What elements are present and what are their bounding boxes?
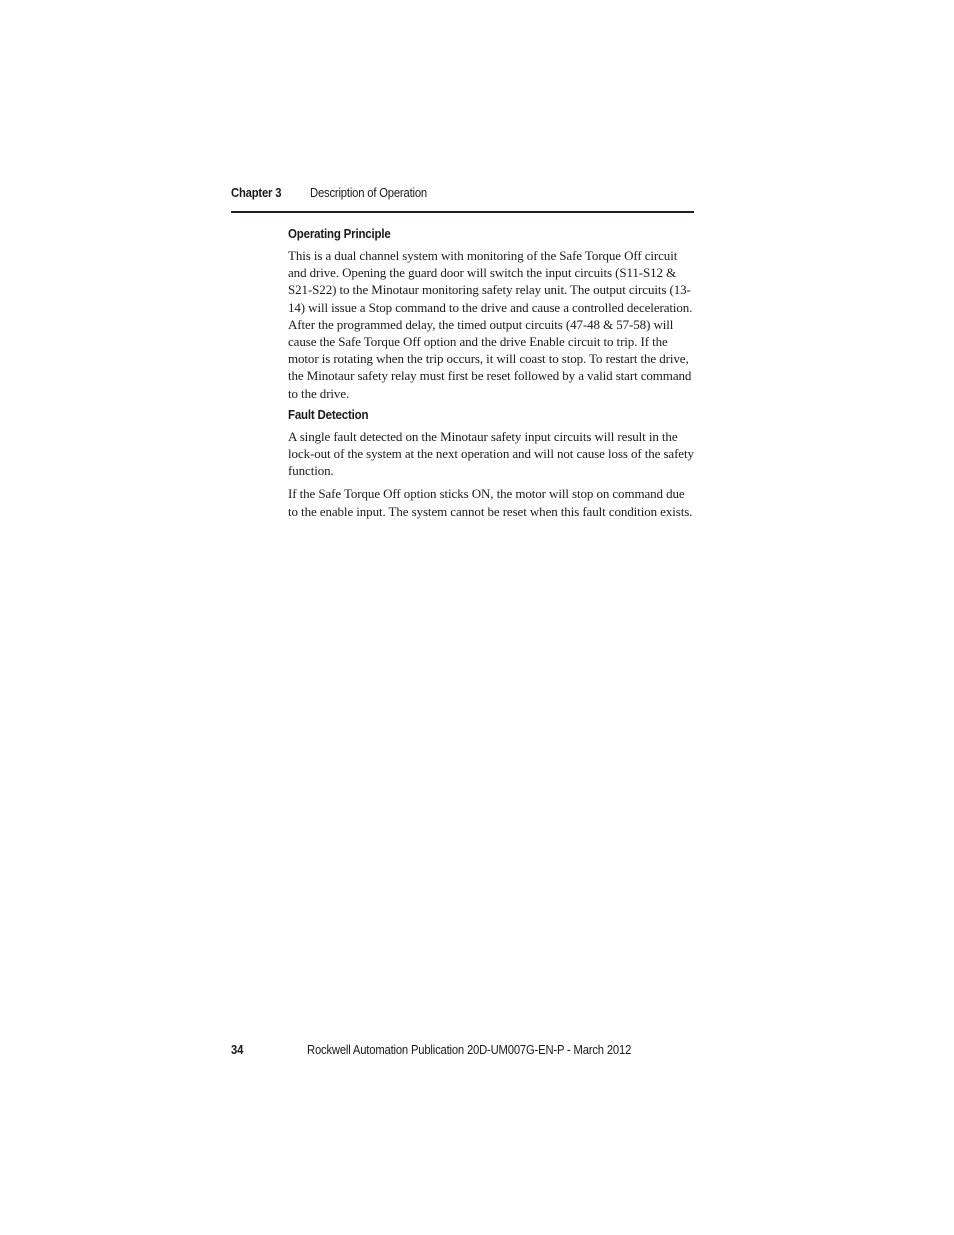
body-paragraph: This is a dual channel system with monitoring of the Safe Torque Off circuit and drive. Opening the guard door will switch the input circuits (S11-S12 & S21-S22) to the Minotaur monitoring safety relay unit. The output circuits (13-14) will issue a Stop command to the drive and cause a controlled deceleration. After the programmed delay, the timed output circuits (47-48 & 57-58) will cause the Safe Torque Off option and the drive Enable circuit to trip. If the motor is rotating when the trip occurs, it will coast to stop. To restart the drive, the Minotaur safety relay must first be reset followed by a valid start command to the drive. <box>288 248 693 401</box>
page-number: 34 <box>231 1043 244 1057</box>
publication-info: Rockwell Automation Publication 20D-UM007G-EN-P - March 2012 <box>307 1043 632 1057</box>
chapter-label: Chapter 3 <box>231 186 282 200</box>
section-heading: Fault Detection <box>288 407 369 422</box>
section-heading: Operating Principle <box>288 227 391 241</box>
body-paragraph: If the Safe Torque Off option sticks ON, the motor will stop on command due to the enable input. The system cannot be reset when this fault condition exists. <box>288 486 693 519</box>
body-paragraph: A single fault detected on the Minotaur safety input circuits will result in the lock-out of the system at the next operation and will not cause loss of the safety function. <box>288 428 694 479</box>
chapter-title: Description of Operation <box>310 186 427 200</box>
page-header <box>231 185 694 213</box>
section-fault-detection <box>288 408 694 520</box>
section-operating-principle <box>288 227 694 402</box>
main-content <box>288 227 694 526</box>
